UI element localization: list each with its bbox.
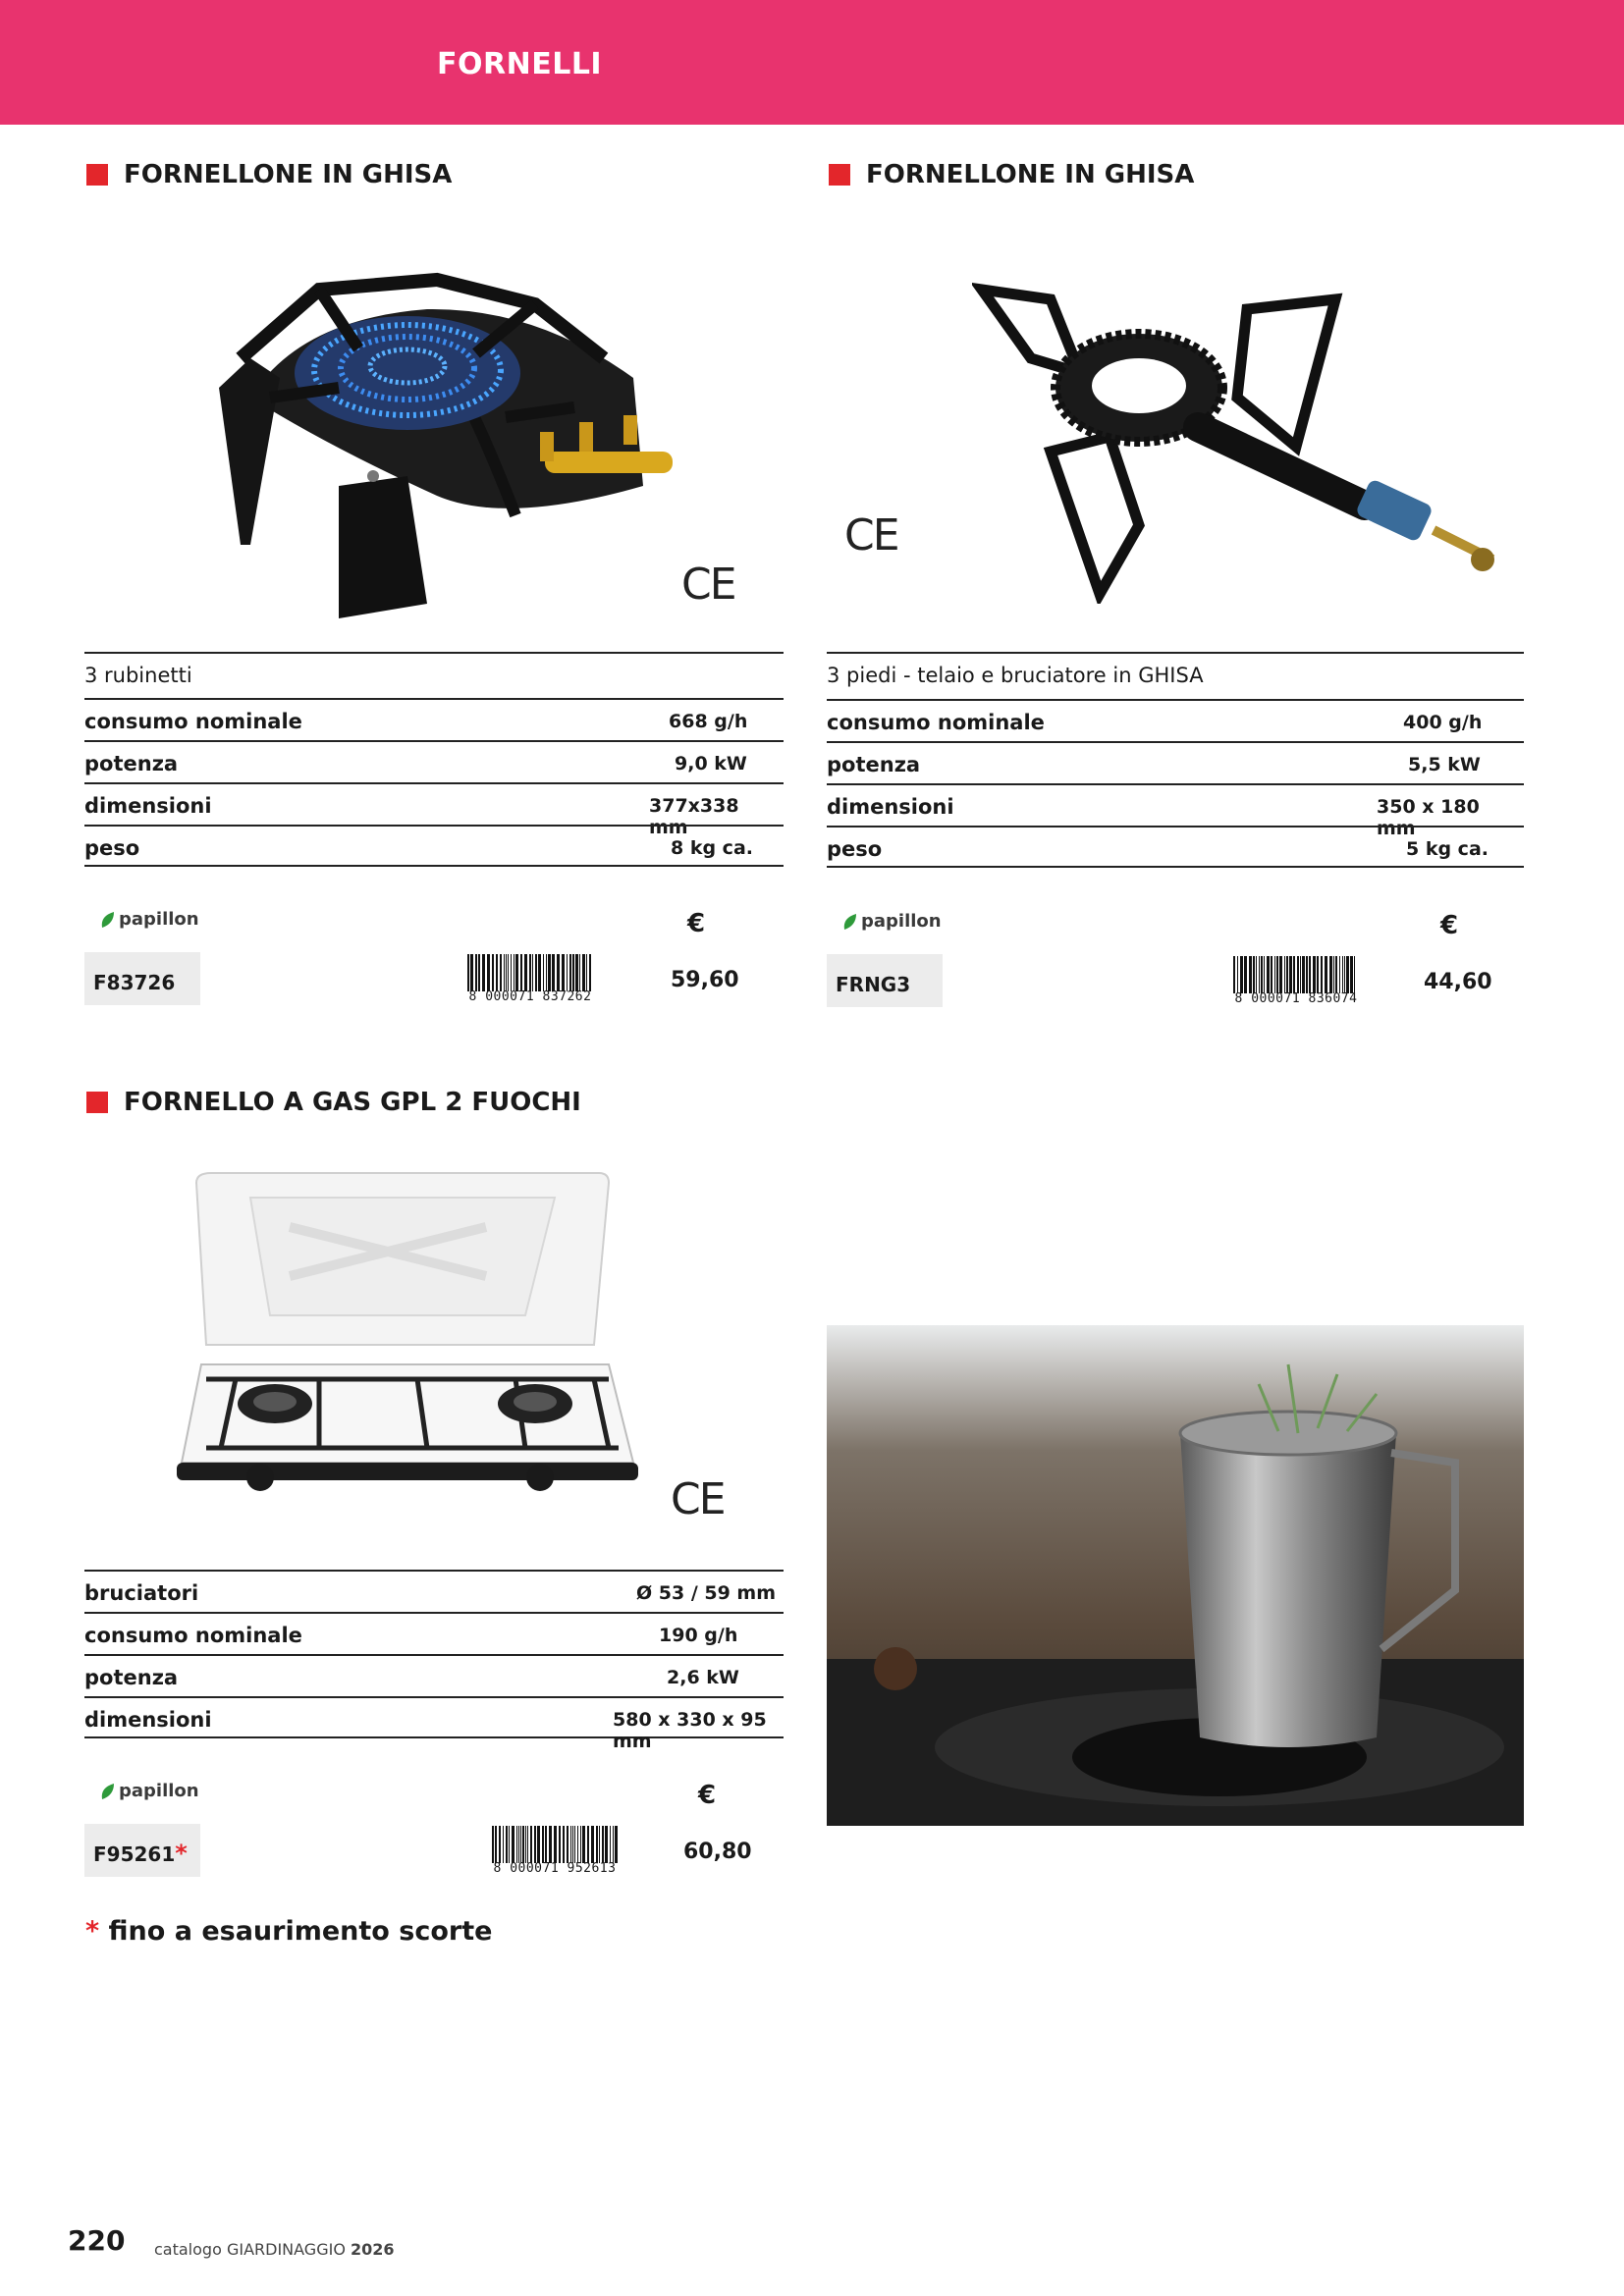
barcode-bar (1279, 956, 1282, 993)
barcode-bar (1286, 956, 1288, 993)
barcode-bar (508, 954, 509, 991)
spec-label: consumo nominale (827, 711, 1045, 734)
barcode-bar (1325, 956, 1327, 993)
barcode-bar (591, 1826, 594, 1863)
barcode-bar (525, 1826, 526, 1863)
spec-value: Ø 53 / 59 mm (636, 1582, 777, 1604)
barcode-bar (534, 1826, 536, 1863)
barcode-bar (589, 954, 591, 991)
barcode-bar (1342, 956, 1343, 993)
cast-iron-burner-image (211, 250, 702, 628)
product-title (86, 160, 452, 189)
barcode-bar (467, 954, 469, 991)
barcode-bar (500, 954, 502, 991)
leaf-icon (842, 912, 858, 932)
barcode-bar (1317, 956, 1319, 993)
barcode-bar (569, 954, 571, 991)
barcode-bar (1354, 956, 1355, 993)
spec-value: 580 x 330 x 95 mm (613, 1709, 767, 1752)
barcode-bar (492, 1826, 494, 1863)
barcode-bar (1233, 956, 1235, 993)
barcode-bar (520, 1826, 521, 1863)
brand-name: papillon (861, 911, 942, 932)
spec-value: 2,6 kW (667, 1667, 739, 1688)
spec-label: dimensioni (84, 1708, 212, 1732)
section-title: FORNELLI (437, 47, 603, 81)
product-code (827, 954, 943, 1007)
footnote-asterisk: * (85, 1916, 100, 1947)
product-title-text: FORNELLO A GAS GPL 2 FUOCHI (124, 1088, 581, 1117)
barcode-bar (610, 1826, 611, 1863)
catalog-name: catalogo GIARDINAGGIO (154, 2240, 346, 2259)
barcode-bar (518, 1826, 519, 1863)
spec-value: 9,0 kW (675, 753, 747, 774)
barcode-bar (492, 954, 494, 991)
spec-row (827, 741, 1524, 783)
barcode-bar (1339, 956, 1340, 993)
barcode-bar (522, 1826, 524, 1863)
leaf-icon (100, 1782, 116, 1801)
spec-row (84, 782, 784, 838)
barcode-bar (1321, 956, 1323, 993)
product-title-text: FORNELLONE IN GHISA (866, 160, 1195, 189)
barcode-bar (1276, 956, 1278, 993)
barcode-bar (1350, 956, 1353, 993)
spec-label: peso (827, 837, 883, 861)
spec-table (827, 699, 1524, 868)
barcode-bar (1306, 956, 1308, 993)
spec-value: 377x338 mm (649, 795, 739, 838)
barcode-bar (535, 954, 537, 991)
barcode-bar (529, 954, 531, 991)
barcode-bar (575, 954, 578, 991)
barcode-bar (1256, 956, 1257, 993)
barcode-number: 8 000071 836074 (1234, 991, 1358, 1006)
barcode-bar (572, 1826, 573, 1863)
spec-label: peso (84, 836, 140, 860)
barcode-bar (577, 1826, 578, 1863)
spec-intro: 3 piedi - telaio e bruciatore in GHISA (827, 652, 1524, 699)
barcode-bar (478, 954, 480, 991)
barcode-bar (545, 1826, 547, 1863)
tripod-burner-image (972, 280, 1502, 604)
currency-symbol: € (698, 1781, 717, 1810)
spec-table (84, 1570, 784, 1752)
barcode-bar (1284, 956, 1285, 993)
barcode-bar (503, 1826, 504, 1863)
barcode-bar (549, 1826, 552, 1863)
barcode-bar (596, 1826, 598, 1863)
barcode (486, 1826, 623, 1877)
barcode-bar (530, 1826, 532, 1863)
gas-stove-image (162, 1168, 653, 1502)
barcode-bar (1309, 956, 1311, 993)
barcode-bar (605, 1826, 608, 1863)
product-title (86, 1088, 581, 1117)
barcode-bar (559, 1826, 561, 1863)
product-code-text: F95261 (93, 1842, 176, 1866)
barcode-bar (548, 954, 551, 991)
barcode-bar (487, 954, 490, 991)
barcode-bar (1261, 956, 1263, 993)
spec-value: 350 x 180 mm (1377, 796, 1480, 839)
spec-row (84, 1654, 784, 1696)
brand-logo (100, 1781, 199, 1801)
title-square-marker (86, 164, 108, 186)
spec-intro: 3 rubinetti (84, 652, 784, 699)
barcode-number: 8 000071 837262 (468, 989, 592, 1004)
barcode-bar (524, 954, 527, 991)
barcode-bar (509, 1826, 510, 1863)
spec-label: potenza (84, 1666, 179, 1689)
barcode-bar (574, 1826, 575, 1863)
barcode-bar (567, 1826, 568, 1863)
barcode-bar (515, 954, 518, 991)
barcode-bar (506, 954, 507, 991)
spec-value: 5 kg ca. (1406, 838, 1489, 860)
ce-mark: CE (844, 510, 898, 561)
barcode-bar (587, 1826, 589, 1863)
spec-label: potenza (827, 753, 921, 776)
barcode-bar (1253, 956, 1255, 993)
barcode-bar (579, 954, 580, 991)
barcode-bar (582, 954, 585, 991)
barcode-bar (527, 1826, 528, 1863)
footnote-text: fino a esaurimento scorte (108, 1916, 493, 1947)
barcode-bar (1293, 956, 1295, 993)
barcode-bar (615, 1826, 618, 1863)
spec-row (84, 825, 784, 867)
currency-symbol: € (687, 909, 706, 938)
product-price: 44,60 (1424, 970, 1492, 994)
spec-row (84, 1570, 784, 1612)
spec-row (84, 1612, 784, 1654)
barcode-bar (506, 1826, 508, 1863)
ce-mark: CE (681, 560, 735, 610)
barcode-bars (492, 1826, 618, 1863)
product-code-text: F83726 (93, 971, 176, 994)
barcode-bar (563, 1826, 565, 1863)
barcode-bar (602, 1826, 604, 1863)
currency-symbol: € (1440, 911, 1459, 940)
spec-row (827, 826, 1524, 868)
product-title (829, 160, 1194, 189)
spec-value: 5,5 kW (1408, 754, 1481, 775)
barcode-bar (537, 1826, 540, 1863)
barcode-bar (543, 954, 544, 991)
barcode-bar (1259, 956, 1260, 993)
product-title-text: FORNELLONE IN GHISA (124, 160, 453, 189)
barcode-bar (1313, 956, 1316, 993)
barcode-bar (557, 954, 560, 991)
leaf-icon (100, 910, 116, 930)
spec-value: 668 g/h (669, 711, 748, 732)
spec-label: consumo nominale (84, 710, 302, 733)
brand-logo (100, 909, 199, 930)
barcode-bar (546, 954, 547, 991)
barcode-bar (1249, 956, 1252, 993)
lifestyle-photo (827, 1325, 1524, 1826)
spec-row (84, 740, 784, 782)
barcode-bar (554, 1826, 557, 1863)
barcode-bar (499, 1826, 501, 1863)
barcode-bar (572, 954, 574, 991)
spec-label: bruciatori (84, 1581, 199, 1605)
spec-row (827, 783, 1524, 839)
barcode-bar (580, 1826, 581, 1863)
barcode-bar (516, 1826, 517, 1863)
barcode-bar (1289, 956, 1292, 993)
barcode-bar (1344, 956, 1345, 993)
barcode-bar (613, 1826, 614, 1863)
spec-value: 400 g/h (1403, 712, 1483, 733)
barcode-bar (475, 954, 477, 991)
spec-row (84, 698, 784, 740)
barcode-bar (586, 954, 587, 991)
barcode-bar (1300, 956, 1301, 993)
spec-row (827, 699, 1524, 741)
page-number: 220 (68, 2224, 126, 2257)
barcode-bar (552, 954, 555, 991)
barcode-bar (511, 954, 512, 991)
barcode-bar (482, 954, 485, 991)
catalog-year: 2026 (351, 2240, 395, 2259)
barcode-bar (1302, 956, 1305, 993)
product-code (84, 952, 200, 1005)
spec-label: potenza (84, 752, 179, 775)
barcode-bar (1244, 956, 1247, 993)
barcode-bar (1264, 956, 1265, 993)
barcode-bar (542, 1826, 544, 1863)
barcode-bar (1274, 956, 1275, 993)
barcode-bar (496, 954, 498, 991)
barcode (461, 954, 599, 1005)
barcode-bar (1237, 956, 1238, 993)
barcode-bar (520, 954, 522, 991)
barcode-bar (1267, 956, 1270, 993)
barcode-bar (504, 954, 505, 991)
barcode-bar (495, 1826, 497, 1863)
barcode-bar (1329, 956, 1332, 993)
barcode-bar (1346, 956, 1349, 993)
brand-name: papillon (119, 1781, 199, 1801)
spec-value: 8 kg ca. (671, 837, 753, 859)
spec-row (84, 1696, 784, 1752)
catalog-footer (154, 2240, 395, 2259)
barcode-bar (1297, 956, 1299, 993)
spec-label: consumo nominale (84, 1624, 302, 1647)
barcode-bar (532, 954, 533, 991)
spec-value: 190 g/h (659, 1625, 738, 1646)
barcode-bar (1271, 956, 1272, 993)
title-square-marker (829, 164, 850, 186)
product-code (84, 1824, 200, 1877)
barcode-bar (538, 954, 541, 991)
spec-table (84, 698, 784, 867)
spec-label: dimensioni (827, 795, 954, 819)
code-asterisk: * (175, 1840, 188, 1867)
barcode-bar (512, 1826, 514, 1863)
brand-logo (842, 911, 942, 932)
spec-label: dimensioni (84, 794, 212, 818)
barcode-bar (1333, 956, 1334, 993)
product-price: 59,60 (671, 968, 739, 992)
page-header (0, 0, 1624, 125)
stock-footnote (85, 1916, 492, 1947)
product-code-text: FRNG3 (836, 973, 911, 996)
barcode-bar (562, 954, 565, 991)
barcode-bar (1240, 956, 1243, 993)
barcode-bars (467, 954, 593, 991)
barcode-bar (599, 1826, 600, 1863)
barcode (1227, 956, 1365, 1007)
product-price: 60,80 (683, 1840, 752, 1864)
barcode-bar (1335, 956, 1337, 993)
title-square-marker (86, 1092, 108, 1113)
barcode-bar (470, 954, 473, 991)
barcode-bars (1233, 956, 1359, 993)
brand-name: papillon (119, 909, 199, 930)
barcode-bar (582, 1826, 585, 1863)
barcode-bar (570, 1826, 571, 1863)
barcode-number: 8 000071 952613 (493, 1861, 617, 1876)
ce-mark: CE (671, 1474, 725, 1524)
barcode-bar (567, 954, 568, 991)
